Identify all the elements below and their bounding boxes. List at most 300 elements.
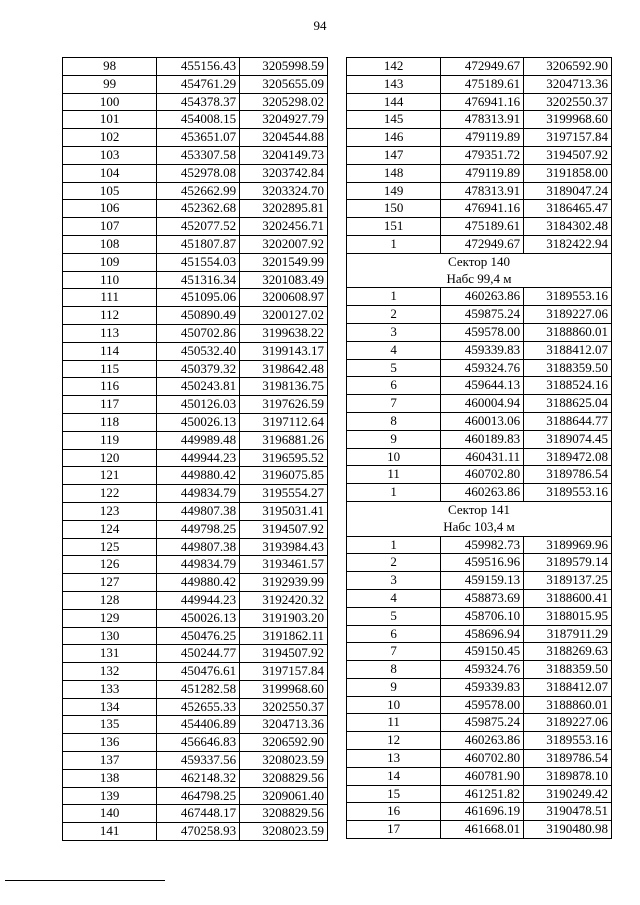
y-coordinate: 3204713.36 [240,716,328,734]
point-number: 7 [347,395,441,413]
x-coordinate: 470258.93 [157,823,240,841]
x-coordinate: 450890.49 [157,307,240,325]
x-coordinate: 467448.17 [157,805,240,823]
point-number: 130 [63,627,157,645]
x-coordinate: 479119.89 [441,164,524,182]
table-row [63,680,328,698]
table-row [347,767,612,785]
table-row [63,164,328,182]
point-number: 143 [347,75,441,93]
x-coordinate: 452362.68 [157,200,240,218]
x-coordinate: 452978.08 [157,164,240,182]
x-coordinate: 449880.42 [157,467,240,485]
sector-header-row [347,271,612,288]
point-number: 136 [63,734,157,752]
table-row [347,678,612,696]
y-coordinate: 3208023.59 [240,752,328,770]
point-number: 8 [347,412,441,430]
x-coordinate: 454761.29 [157,75,240,93]
y-coordinate: 3196595.52 [240,449,328,467]
point-number: 3 [347,572,441,590]
point-number: 109 [63,253,157,271]
x-coordinate: 459324.76 [441,661,524,679]
y-coordinate: 3190249.42 [524,785,612,803]
point-number: 12 [347,732,441,750]
x-coordinate: 479119.89 [441,129,524,147]
y-coordinate: 3189227.06 [524,714,612,732]
y-coordinate: 3202550.37 [240,698,328,716]
x-coordinate: 449807.38 [157,502,240,520]
table-row [347,288,612,306]
x-coordinate: 460431.11 [441,448,524,466]
x-coordinate: 461696.19 [441,803,524,821]
point-number: 1 [347,484,441,502]
table-row [63,271,328,289]
y-coordinate: 3200127.02 [240,307,328,325]
y-coordinate: 3204149.73 [240,146,328,164]
table-row [63,182,328,200]
x-coordinate: 472949.67 [441,58,524,76]
table-row [347,661,612,679]
point-number: 13 [347,750,441,768]
point-number: 100 [63,93,157,111]
y-coordinate: 3192420.32 [240,591,328,609]
y-coordinate: 3201083.49 [240,271,328,289]
y-coordinate: 3187911.29 [524,625,612,643]
x-coordinate: 478313.91 [441,111,524,129]
sector-title: Сектор 140 [347,253,612,270]
point-number: 8 [347,661,441,679]
table-row [347,430,612,448]
y-coordinate: 3189878.10 [524,767,612,785]
table-row [347,643,612,661]
y-coordinate: 3205298.02 [240,93,328,111]
table-row [347,200,612,218]
point-number: 107 [63,218,157,236]
coordinates-table-left [62,57,328,841]
y-coordinate: 3198136.75 [240,378,328,396]
table-row [63,574,328,592]
x-coordinate: 460781.90 [441,767,524,785]
x-coordinate: 455156.43 [157,58,240,76]
x-coordinate: 451807.87 [157,235,240,253]
point-number: 111 [63,289,157,307]
y-coordinate: 3196075.85 [240,467,328,485]
point-number: 6 [347,625,441,643]
y-coordinate: 3203324.70 [240,182,328,200]
point-number: 99 [63,75,157,93]
y-coordinate: 3197626.59 [240,396,328,414]
y-coordinate: 3190478.51 [524,803,612,821]
footnote-divider [5,880,165,881]
y-coordinate: 3191903.20 [240,609,328,627]
x-coordinate: 450026.13 [157,609,240,627]
table-row [63,146,328,164]
y-coordinate: 3204927.79 [240,111,328,129]
y-coordinate: 3189047.24 [524,182,612,200]
coordinates-table-right [346,57,612,839]
table-row [63,342,328,360]
table-row [63,307,328,325]
point-number: 123 [63,502,157,520]
point-number: 135 [63,716,157,734]
y-coordinate: 3182422.94 [524,235,612,253]
point-number: 1 [347,536,441,554]
y-coordinate: 3197112.64 [240,413,328,431]
y-coordinate: 3208829.56 [240,805,328,823]
point-number: 110 [63,271,157,289]
point-number: 102 [63,129,157,147]
table-row [63,413,328,431]
x-coordinate: 454378.37 [157,93,240,111]
point-number: 10 [347,448,441,466]
y-coordinate: 3191862.11 [240,627,328,645]
point-number: 146 [347,129,441,147]
table-row [347,129,612,147]
point-number: 144 [347,93,441,111]
point-number: 101 [63,111,157,129]
x-coordinate: 462148.32 [157,769,240,787]
y-coordinate: 3208023.59 [240,823,328,841]
x-coordinate: 449944.23 [157,591,240,609]
point-number: 128 [63,591,157,609]
x-coordinate: 459578.00 [441,696,524,714]
point-number: 134 [63,698,157,716]
table-row [347,572,612,590]
point-number: 122 [63,485,157,503]
y-coordinate: 3196881.26 [240,431,328,449]
page-number: 94 [313,18,327,33]
y-coordinate: 3186465.47 [524,200,612,218]
y-coordinate: 3206592.90 [524,58,612,76]
point-number: 106 [63,200,157,218]
point-number: 151 [347,218,441,236]
y-coordinate: 3194507.92 [240,645,328,663]
x-coordinate: 460702.80 [441,750,524,768]
table-row [63,787,328,805]
y-coordinate: 3189074.45 [524,430,612,448]
y-coordinate: 3192939.99 [240,574,328,592]
y-coordinate: 3201549.99 [240,253,328,271]
point-number: 11 [347,714,441,732]
point-number: 9 [347,678,441,696]
point-number: 118 [63,413,157,431]
x-coordinate: 458696.94 [441,625,524,643]
table-row [347,750,612,768]
x-coordinate: 449834.79 [157,485,240,503]
x-coordinate: 453651.07 [157,129,240,147]
point-number: 116 [63,378,157,396]
y-coordinate: 3205998.59 [240,58,328,76]
table-row [63,200,328,218]
y-coordinate: 3209061.40 [240,787,328,805]
table-row [63,324,328,342]
x-coordinate: 476941.16 [441,200,524,218]
table-row [63,218,328,236]
x-coordinate: 458873.69 [441,589,524,607]
x-coordinate: 459875.24 [441,306,524,324]
x-coordinate: 450532.40 [157,342,240,360]
point-number: 121 [63,467,157,485]
point-number: 150 [347,200,441,218]
table-row [347,306,612,324]
point-number: 16 [347,803,441,821]
table-row [347,536,612,554]
table-row [347,821,612,839]
table-row [63,449,328,467]
x-coordinate: 459339.83 [441,678,524,696]
x-coordinate: 459982.73 [441,536,524,554]
table-row [63,75,328,93]
point-number: 105 [63,182,157,200]
table-row [347,732,612,750]
sector-title: Сектор 141 [347,501,612,518]
x-coordinate: 450244.77 [157,645,240,663]
y-coordinate: 3202456.71 [240,218,328,236]
y-coordinate: 3206592.90 [240,734,328,752]
y-coordinate: 3203742.84 [240,164,328,182]
y-coordinate: 3193984.43 [240,538,328,556]
y-coordinate: 3199638.22 [240,324,328,342]
point-number: 11 [347,466,441,484]
table-row [347,218,612,236]
table-row [347,164,612,182]
x-coordinate: 475189.61 [441,75,524,93]
x-coordinate: 450379.32 [157,360,240,378]
table-row [63,627,328,645]
x-coordinate: 449880.42 [157,574,240,592]
x-coordinate: 461668.01 [441,821,524,839]
table-row [347,484,612,502]
y-coordinate: 3188860.01 [524,696,612,714]
point-number: 125 [63,538,157,556]
point-number: 126 [63,556,157,574]
y-coordinate: 3188412.07 [524,678,612,696]
x-coordinate: 475189.61 [441,218,524,236]
point-number: 137 [63,752,157,770]
table-row [63,734,328,752]
point-number: 145 [347,111,441,129]
y-coordinate: 3189786.54 [524,750,612,768]
table-row [63,698,328,716]
point-number: 112 [63,307,157,325]
point-number: 132 [63,663,157,681]
point-number: 117 [63,396,157,414]
sector-header-row [347,519,612,536]
y-coordinate: 3188359.50 [524,661,612,679]
y-coordinate: 3205655.09 [240,75,328,93]
point-number: 4 [347,589,441,607]
x-coordinate: 459516.96 [441,554,524,572]
table-row [63,378,328,396]
point-number: 114 [63,342,157,360]
point-number: 14 [347,767,441,785]
table-row [63,769,328,787]
point-number: 104 [63,164,157,182]
x-coordinate: 450243.81 [157,378,240,396]
point-number: 103 [63,146,157,164]
table-row [347,235,612,253]
table-row [347,607,612,625]
y-coordinate: 3189553.16 [524,732,612,750]
x-coordinate: 453307.58 [157,146,240,164]
point-number: 133 [63,680,157,698]
table-row [63,235,328,253]
x-coordinate: 459875.24 [441,714,524,732]
y-coordinate: 3195031.41 [240,502,328,520]
table-row [63,58,328,76]
x-coordinate: 461251.82 [441,785,524,803]
x-coordinate: 454406.89 [157,716,240,734]
x-coordinate: 449798.25 [157,520,240,538]
x-coordinate: 449807.38 [157,538,240,556]
y-coordinate: 3194507.92 [240,520,328,538]
x-coordinate: 459150.45 [441,643,524,661]
table-row [63,93,328,111]
y-coordinate: 3188625.04 [524,395,612,413]
y-coordinate: 3189969.96 [524,536,612,554]
x-coordinate: 449834.79 [157,556,240,574]
table-row [347,93,612,111]
table-row [63,716,328,734]
table-row [63,752,328,770]
point-number: 2 [347,306,441,324]
x-coordinate: 452077.52 [157,218,240,236]
point-number: 127 [63,574,157,592]
table-row [63,538,328,556]
x-coordinate: 449944.23 [157,449,240,467]
table-row [347,75,612,93]
y-coordinate: 3193461.57 [240,556,328,574]
point-number: 138 [63,769,157,787]
table-row [347,146,612,164]
point-number: 147 [347,146,441,164]
x-coordinate: 451282.58 [157,680,240,698]
table-row [63,396,328,414]
table-row [63,289,328,307]
y-coordinate: 3188644.77 [524,412,612,430]
point-number: 129 [63,609,157,627]
table-row [347,341,612,359]
x-coordinate: 450476.25 [157,627,240,645]
point-number: 9 [347,430,441,448]
point-number: 5 [347,607,441,625]
table-row [63,609,328,627]
table-row [347,359,612,377]
x-coordinate: 452662.99 [157,182,240,200]
x-coordinate: 460189.83 [441,430,524,448]
y-coordinate: 3189227.06 [524,306,612,324]
table-row [63,485,328,503]
table-row [63,805,328,823]
table-row [63,645,328,663]
x-coordinate: 449989.48 [157,431,240,449]
y-coordinate: 3188412.07 [524,341,612,359]
y-coordinate: 3190480.98 [524,821,612,839]
point-number: 139 [63,787,157,805]
y-coordinate: 3204713.36 [524,75,612,93]
x-coordinate: 459339.83 [441,341,524,359]
x-coordinate: 454008.15 [157,111,240,129]
sector-height: Набс 103,4 м [347,519,612,536]
y-coordinate: 3189579.14 [524,554,612,572]
x-coordinate: 452655.33 [157,698,240,716]
point-number: 149 [347,182,441,200]
sector-header-row [347,253,612,270]
x-coordinate: 476941.16 [441,93,524,111]
table-row [347,323,612,341]
point-number: 142 [347,58,441,76]
point-number: 98 [63,58,157,76]
table-row [63,591,328,609]
table-row [63,502,328,520]
point-number: 1 [347,288,441,306]
sector-height: Набс 99,4 м [347,271,612,288]
table-row [347,589,612,607]
point-number: 10 [347,696,441,714]
point-number: 115 [63,360,157,378]
y-coordinate: 3195554.27 [240,485,328,503]
y-coordinate: 3202550.37 [524,93,612,111]
point-number: 17 [347,821,441,839]
y-coordinate: 3189786.54 [524,466,612,484]
table-row [63,823,328,841]
y-coordinate: 3208829.56 [240,769,328,787]
point-number: 4 [347,341,441,359]
y-coordinate: 3199143.17 [240,342,328,360]
point-number: 1 [347,235,441,253]
point-number: 6 [347,377,441,395]
x-coordinate: 460702.80 [441,466,524,484]
x-coordinate: 460263.86 [441,484,524,502]
table-row [347,58,612,76]
y-coordinate: 3184302.48 [524,218,612,236]
point-number: 141 [63,823,157,841]
x-coordinate: 450126.03 [157,396,240,414]
table-row [347,785,612,803]
table-row [347,412,612,430]
table-row [63,520,328,538]
y-coordinate: 3188015.95 [524,607,612,625]
y-coordinate: 3189553.16 [524,484,612,502]
table-row [347,395,612,413]
point-number: 119 [63,431,157,449]
y-coordinate: 3199968.60 [240,680,328,698]
table-row [347,111,612,129]
table-row [63,360,328,378]
sector-header-row [347,501,612,518]
x-coordinate: 472949.67 [441,235,524,253]
x-coordinate: 458706.10 [441,607,524,625]
y-coordinate: 3188269.63 [524,643,612,661]
table-row [63,129,328,147]
y-coordinate: 3202007.92 [240,235,328,253]
table-row [347,803,612,821]
x-coordinate: 459324.76 [441,359,524,377]
point-number: 2 [347,554,441,572]
table-row [347,554,612,572]
table-row [63,111,328,129]
point-number: 5 [347,359,441,377]
table-row [347,696,612,714]
x-coordinate: 451095.06 [157,289,240,307]
point-number: 148 [347,164,441,182]
x-coordinate: 456646.83 [157,734,240,752]
x-coordinate: 459578.00 [441,323,524,341]
x-coordinate: 459337.56 [157,752,240,770]
x-coordinate: 460004.94 [441,395,524,413]
x-coordinate: 464798.25 [157,787,240,805]
